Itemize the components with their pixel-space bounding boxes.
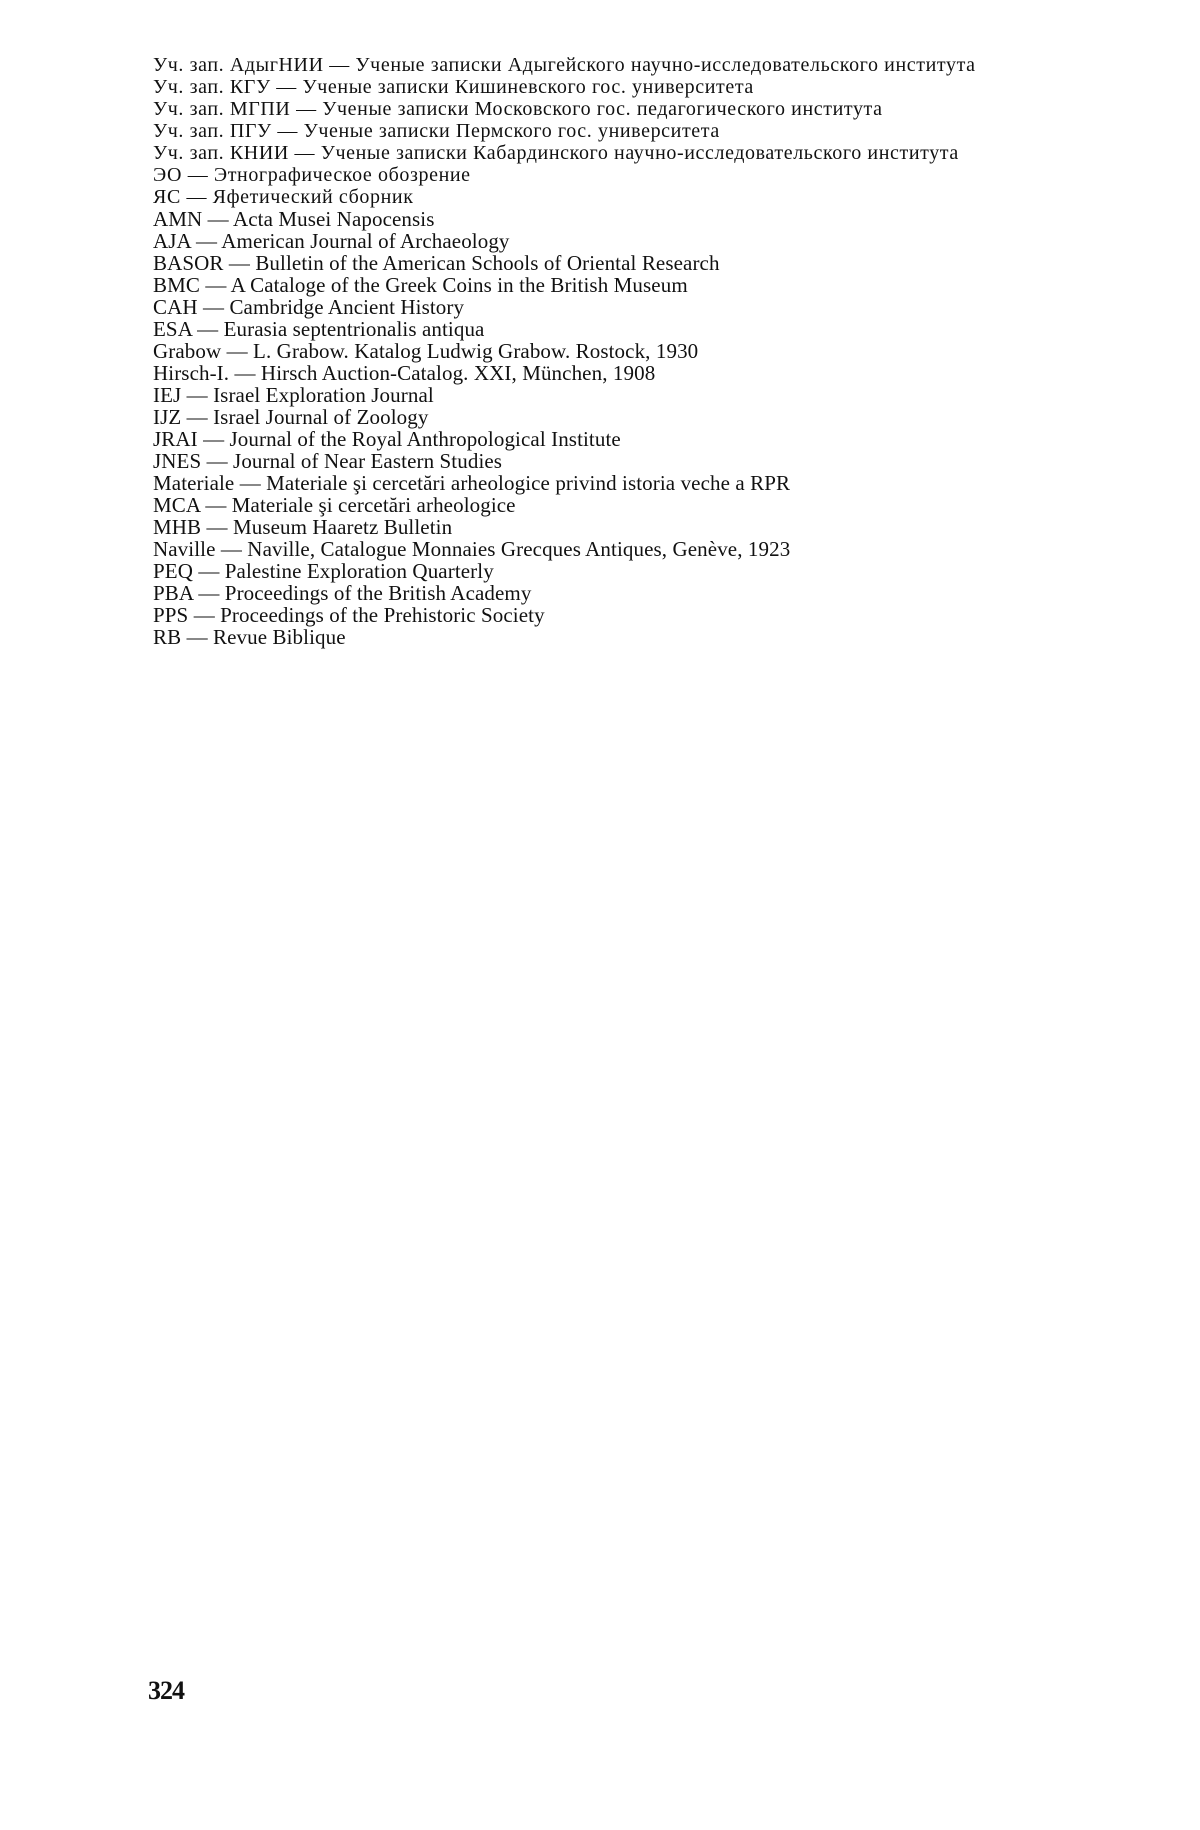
abbreviation-entry: IJZ — Israel Journal of Zoology xyxy=(153,405,429,429)
abbreviation-entry: ESA — Eurasia septentrionalis antiqua xyxy=(153,317,485,341)
abbreviation-entry: ЭО — Этнографическое обозрение xyxy=(153,164,471,186)
abbreviation-entry: RB — Revue Biblique xyxy=(153,625,346,649)
abbreviation-entry: JNES — Journal of Near Eastern Studies xyxy=(153,449,503,473)
abbreviation-entry: PBA — Proceedings of the British Academy xyxy=(153,581,532,605)
abbreviation-entry: ЯС — Яфетический сборник xyxy=(153,186,414,208)
abbreviation-entry: IEJ — Israel Exploration Journal xyxy=(153,383,434,407)
abbreviation-entry: PEQ — Palestine Exploration Quarterly xyxy=(153,559,494,583)
abbreviation-entry: JRAI — Journal of the Royal Anthropological Institute xyxy=(153,427,621,451)
page-number: 324 xyxy=(148,1676,184,1705)
abbreviation-list xyxy=(153,54,1093,648)
abbreviation-entry: MHB — Museum Haaretz Bulletin xyxy=(153,515,453,539)
abbreviation-entry: Grabow — L. Grabow. Katalog Ludwig Grabow. Rostock, 1930 xyxy=(153,339,699,363)
abbreviation-entry: Naville — Naville, Catalogue Monnaies Grecques Antiques, Genève, 1923 xyxy=(153,537,791,561)
abbreviation-entry: CAH — Cambridge Ancient History xyxy=(153,295,465,319)
abbreviation-entry: Уч. зап. ПГУ — Ученые записки Пермского гос. университета xyxy=(153,120,720,142)
abbreviation-entry: AJA — American Journal of Archaeology xyxy=(153,229,510,253)
abbreviation-entry: PPS — Proceedings of the Prehistoric Society xyxy=(153,603,545,627)
abbreviation-entry: BASOR — Bulletin of the American Schools of Oriental Research xyxy=(153,251,720,275)
abbreviation-entry: Уч. зап. КНИИ — Ученые записки Кабардинского научно-исследовательского института xyxy=(153,142,959,164)
abbreviation-entry: Уч. зап. КГУ — Ученые записки Кишиневского гос. университета xyxy=(153,76,754,98)
abbreviation-entry: Уч. зап. МГПИ — Ученые записки Московского гос. педагогического института xyxy=(153,98,883,120)
abbreviation-entry: Уч. зап. АдыгНИИ — Ученые записки Адыгейского научно-исследовательского института xyxy=(153,54,976,76)
abbreviation-entry: Materiale — Materiale şi cercetări arheologice privind istoria veche a RPR xyxy=(153,471,791,495)
abbreviation-entry: BMC — A Cataloge of the Greek Coins in the British Museum xyxy=(153,273,688,297)
abbreviation-entry: AMN — Acta Musei Napocensis xyxy=(153,207,435,231)
abbreviation-entry: Hirsch-I. — Hirsch Auction-Catalog. XXI, München, 1908 xyxy=(153,361,656,385)
abbreviation-entry: MCA — Materiale şi cercetări arheologice xyxy=(153,493,516,517)
